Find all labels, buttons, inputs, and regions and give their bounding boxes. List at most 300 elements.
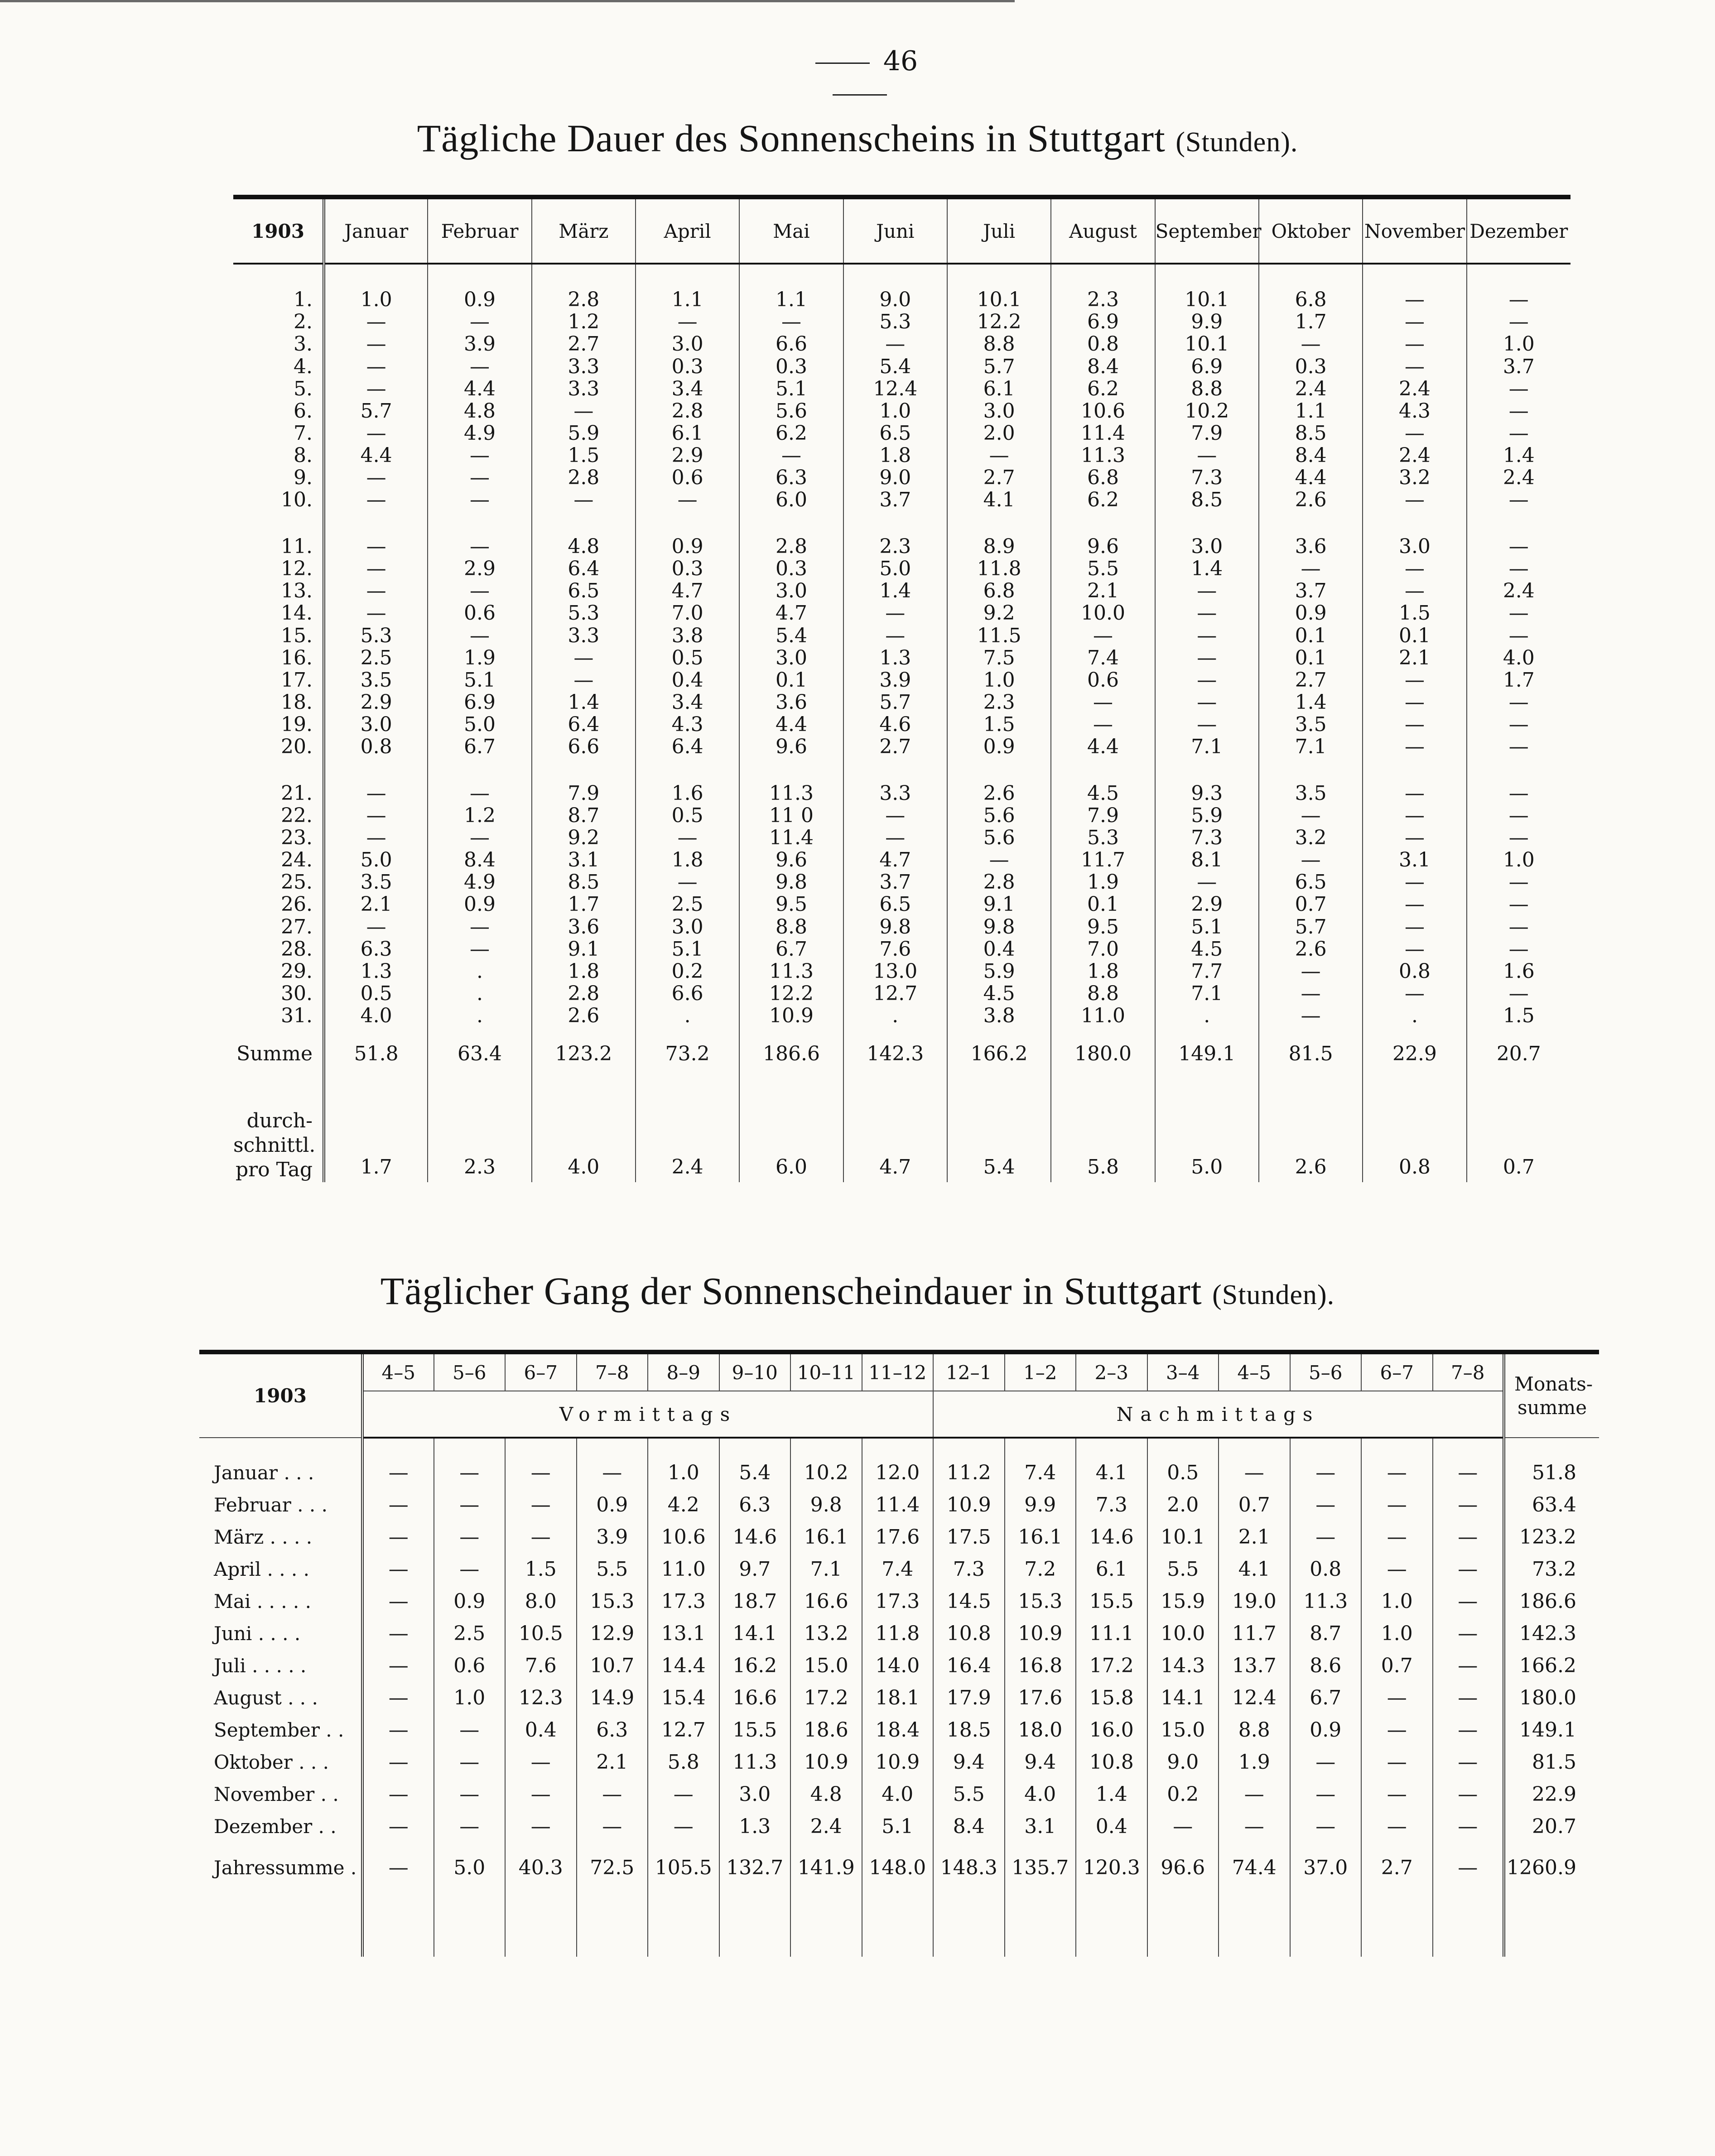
daily-value: 4.4 (1259, 467, 1363, 489)
daily-value: 1.5 (532, 445, 636, 467)
hourly-value: 14.5 (933, 1585, 1005, 1617)
daily-value: 4.4 (324, 445, 428, 467)
spacer-cell (843, 758, 947, 782)
daily-value: — (1363, 938, 1466, 960)
daily-value: — (428, 356, 531, 378)
hourly-value: 11.4 (862, 1489, 934, 1521)
daily-value: — (1467, 602, 1570, 625)
monthly-total: 22.9 (1504, 1778, 1599, 1810)
table1-row (233, 827, 1570, 849)
daily-value: — (1363, 736, 1466, 758)
hourly-value: 0.9 (434, 1585, 506, 1617)
daily-value: 12.2 (739, 982, 843, 1005)
daily-value: 6.6 (532, 736, 636, 758)
hourly-value: 96.6 (1147, 1843, 1219, 1892)
daily-value: 2.8 (532, 467, 636, 489)
hourly-value: 6.3 (719, 1489, 791, 1521)
daily-value: 1.4 (1259, 691, 1363, 713)
daily-value: 0.3 (1259, 356, 1363, 378)
hourly-value: 18.0 (1005, 1714, 1076, 1746)
daily-value: 8.5 (1259, 422, 1363, 444)
hourly-value: 2.7 (1361, 1843, 1433, 1892)
daily-value: 9.6 (1051, 535, 1155, 558)
hourly-value: 17.2 (1076, 1650, 1147, 1682)
hourly-value: — (1361, 1521, 1433, 1553)
daily-value: 1.6 (1467, 960, 1570, 982)
month-label: Januar . . . (199, 1438, 362, 1489)
daily-value: — (532, 400, 636, 422)
day-label: 22. (233, 804, 324, 827)
daily-value: 0.3 (636, 558, 739, 580)
hourly-value: 17.6 (1005, 1682, 1076, 1714)
hourly-value: — (1433, 1521, 1504, 1553)
daily-value: — (1155, 580, 1259, 602)
daily-value: 2.3 (947, 691, 1051, 713)
daily-value: — (324, 580, 428, 602)
daily-value: 1.9 (428, 647, 531, 669)
table2-title-unit: (Stunden). (1212, 1280, 1335, 1310)
hourly-value: 0.9 (577, 1489, 648, 1521)
table1-row (233, 871, 1570, 894)
table1-row (233, 625, 1570, 647)
daily-value: . (843, 1005, 947, 1027)
day-label: 18. (233, 691, 324, 713)
hourly-value: 15.0 (1147, 1714, 1219, 1746)
daily-value: 6.8 (1051, 467, 1155, 489)
daily-value: 11.8 (947, 558, 1051, 580)
hourly-value: 5.1 (862, 1810, 934, 1843)
day-label: 16. (233, 647, 324, 669)
table1-row (233, 894, 1570, 916)
table1-row (233, 916, 1570, 938)
hour-header: 1–2 (1005, 1352, 1076, 1391)
table2-period-header-row (199, 1391, 1599, 1438)
daily-value: — (636, 311, 739, 333)
spacer-cell (1259, 264, 1363, 289)
daily-value: 5.3 (532, 602, 636, 625)
daily-value: 9.8 (947, 916, 1051, 938)
month-sum: 51.8 (324, 1027, 428, 1081)
hourly-value: 2.0 (1147, 1489, 1219, 1521)
daily-value: 3.4 (636, 378, 739, 400)
spacer-cell (739, 264, 843, 289)
hourly-value: — (1361, 1714, 1433, 1746)
hourly-value: — (434, 1746, 506, 1778)
daily-value: — (1467, 827, 1570, 849)
hourly-value: 16.8 (1005, 1650, 1076, 1682)
daily-value: 7.3 (1155, 827, 1259, 849)
hourly-value: — (505, 1489, 577, 1521)
monthly-total: 81.5 (1504, 1746, 1599, 1778)
daily-value: 2.4 (1363, 445, 1466, 467)
daily-value: 4.7 (636, 580, 739, 602)
spacer-cell (719, 1892, 791, 1957)
daily-value: — (1259, 804, 1363, 827)
daily-value: 5.1 (739, 378, 843, 400)
daily-value: 5.7 (947, 356, 1051, 378)
daily-value: 0.8 (324, 736, 428, 758)
daily-value: 0.4 (947, 938, 1051, 960)
spacer-cell (1155, 758, 1259, 782)
daily-value: 1.8 (843, 445, 947, 467)
daily-value: 8.1 (1155, 849, 1259, 871)
daily-value: 3.3 (532, 356, 636, 378)
daily-value: — (636, 871, 739, 894)
hourly-value: — (577, 1438, 648, 1489)
hourly-value: 10.0 (1147, 1617, 1219, 1650)
daily-value: 7.5 (947, 647, 1051, 669)
daily-value: 10.2 (1155, 400, 1259, 422)
hourly-value: 15.4 (648, 1682, 719, 1714)
hourly-value: — (362, 1714, 434, 1746)
day-label: 13. (233, 580, 324, 602)
hourly-value: 10.9 (790, 1746, 862, 1778)
daily-value: 9.5 (1051, 916, 1155, 938)
daily-value: — (947, 849, 1051, 871)
daily-value: 9.9 (1155, 311, 1259, 333)
hourly-value: 8.7 (1290, 1617, 1362, 1650)
hourly-value: — (505, 1521, 577, 1553)
hourly-value: — (1433, 1682, 1504, 1714)
daily-value: 7.1 (1155, 982, 1259, 1005)
day-label: 5. (233, 378, 324, 400)
table1-row (233, 580, 1570, 602)
daily-value: 9.1 (947, 894, 1051, 916)
hour-header: 9–10 (719, 1352, 791, 1391)
daily-value: 9.3 (1155, 782, 1259, 804)
hourly-value: 9.7 (719, 1553, 791, 1585)
hourly-value: 10.5 (505, 1617, 577, 1650)
daily-value: 9.2 (532, 827, 636, 849)
daily-value: — (324, 378, 428, 400)
daily-value: 7.9 (1051, 804, 1155, 827)
hourly-value: — (1219, 1778, 1290, 1810)
daily-value: 7.9 (1155, 422, 1259, 444)
day-label: 26. (233, 894, 324, 916)
daily-value: . (428, 1005, 531, 1027)
daily-value: 4.5 (947, 982, 1051, 1005)
average-label-line: pro Tag (235, 1158, 313, 1181)
spacer-cell (233, 758, 324, 782)
spacer-cell (1363, 264, 1466, 289)
spacer-cell (532, 264, 636, 289)
daily-value: 6.8 (1259, 289, 1363, 311)
daily-value: 0.5 (324, 982, 428, 1005)
daily-value: — (1155, 445, 1259, 467)
daily-value: 11 0 (739, 804, 843, 827)
hourly-value: 17.3 (862, 1585, 934, 1617)
daily-value: 0.2 (636, 960, 739, 982)
daily-value: — (1259, 333, 1363, 356)
daily-value: — (1363, 804, 1466, 827)
hour-header: 4–5 (1219, 1352, 1290, 1391)
daily-value: — (1363, 916, 1466, 938)
hourly-value: 1.0 (648, 1438, 719, 1489)
day-label: 14. (233, 602, 324, 625)
daily-value: — (947, 445, 1051, 467)
daily-value: 2.7 (947, 467, 1051, 489)
day-label: 28. (233, 938, 324, 960)
month-row (199, 1489, 1599, 1521)
hourly-value: — (1361, 1682, 1433, 1714)
daily-value: — (1155, 691, 1259, 713)
daily-value: 1.8 (532, 960, 636, 982)
table1-row (233, 356, 1570, 378)
hourly-value: 2.1 (1219, 1521, 1290, 1553)
daily-value: 6.4 (532, 714, 636, 736)
daily-value: — (1467, 422, 1570, 444)
daily-value: — (636, 489, 739, 511)
hour-header: 5–6 (1290, 1352, 1362, 1391)
month-header: April (636, 197, 739, 264)
hourly-value: 4.1 (1076, 1438, 1147, 1489)
daily-value: 3.3 (532, 378, 636, 400)
spacer-cell (1467, 758, 1570, 782)
daily-value: 1.7 (1259, 311, 1363, 333)
daily-value: — (1363, 714, 1466, 736)
spacer-cell (739, 511, 843, 535)
hourly-value: — (505, 1438, 577, 1489)
daily-value: 6.3 (739, 467, 843, 489)
daily-value: — (1259, 1005, 1363, 1027)
hourly-value: 1.0 (1361, 1585, 1433, 1617)
daily-value: — (1363, 356, 1466, 378)
hourly-value: 4.1 (1219, 1553, 1290, 1585)
daily-value: 4.4 (739, 714, 843, 736)
hourly-value: 3.0 (719, 1778, 791, 1810)
hourly-value: 19.0 (1219, 1585, 1290, 1617)
hourly-value: 14.3 (1147, 1650, 1219, 1682)
hourly-value: — (1433, 1843, 1504, 1892)
daily-value: — (324, 535, 428, 558)
hourly-value: — (362, 1778, 434, 1810)
daily-value: 4.0 (1467, 647, 1570, 669)
daily-value: — (428, 938, 531, 960)
spacer-cell (636, 511, 739, 535)
daily-value: 0.7 (1259, 894, 1363, 916)
month-label: Mai . . . . . (199, 1585, 362, 1617)
hourly-value: 7.2 (1005, 1553, 1076, 1585)
daily-value: 3.0 (739, 580, 843, 602)
hourly-sunshine-table (199, 1350, 1599, 1957)
hourly-value: 5.0 (434, 1843, 506, 1892)
daily-value: 6.5 (843, 894, 947, 916)
month-sum: 142.3 (843, 1027, 947, 1081)
month-sum: 22.9 (1363, 1027, 1466, 1081)
daily-value: — (428, 311, 531, 333)
hourly-value: 12.9 (577, 1617, 648, 1650)
table1-row (233, 289, 1570, 311)
daily-value: 4.3 (636, 714, 739, 736)
day-label: 11. (233, 535, 324, 558)
daily-value: 8.8 (1051, 982, 1155, 1005)
daily-value: 11.5 (947, 625, 1051, 647)
table1-row (233, 849, 1570, 871)
daily-value: 3.5 (324, 669, 428, 691)
hourly-value: 17.3 (648, 1585, 719, 1617)
daily-value: 7.9 (532, 782, 636, 804)
daily-value: 6.9 (1155, 356, 1259, 378)
daily-value: 8.8 (739, 916, 843, 938)
daily-value: 3.0 (636, 916, 739, 938)
day-label: 8. (233, 445, 324, 467)
hourly-value: 16.1 (790, 1521, 862, 1553)
table1-row (233, 758, 1570, 782)
daily-value: 2.4 (1467, 580, 1570, 602)
hourly-value: — (362, 1521, 434, 1553)
daily-value: 7.0 (636, 602, 739, 625)
hourly-value: — (1290, 1521, 1362, 1553)
day-label: 25. (233, 871, 324, 894)
table1-row (233, 982, 1570, 1005)
hourly-value: 11.0 (648, 1553, 719, 1585)
table1-row (233, 467, 1570, 489)
daily-value: 3.0 (1363, 535, 1466, 558)
daily-value: — (636, 827, 739, 849)
hourly-value: — (505, 1778, 577, 1810)
table1-title-unit: (Stunden). (1175, 127, 1298, 158)
daily-value: 4.9 (428, 871, 531, 894)
daily-value: 0.6 (636, 467, 739, 489)
daily-value: — (1363, 871, 1466, 894)
hourly-value: 16.2 (719, 1650, 791, 1682)
daily-value: 6.4 (636, 736, 739, 758)
table1-row (233, 333, 1570, 356)
daily-value: 2.1 (1363, 647, 1466, 669)
daily-value: — (1363, 558, 1466, 580)
daily-value: 4.7 (739, 602, 843, 625)
day-label: 3. (233, 333, 324, 356)
daily-value: 2.8 (532, 982, 636, 1005)
daily-value: — (843, 625, 947, 647)
hourly-value: 7.3 (933, 1553, 1005, 1585)
day-label: 4. (233, 356, 324, 378)
hourly-value: 1.0 (434, 1682, 506, 1714)
daily-value: 3.6 (739, 691, 843, 713)
daily-value: 5.6 (947, 827, 1051, 849)
spacer-cell (1361, 1892, 1433, 1957)
hourly-value: 10.2 (790, 1438, 862, 1489)
daily-value: 0.1 (1259, 647, 1363, 669)
hourly-value: 10.7 (577, 1650, 648, 1682)
month-sum: 63.4 (428, 1027, 531, 1081)
hourly-value: 5.5 (933, 1778, 1005, 1810)
hourly-value: 16.4 (933, 1650, 1005, 1682)
daily-value: — (1259, 558, 1363, 580)
table1-row (233, 960, 1570, 982)
hour-header: 7–8 (577, 1352, 648, 1391)
month-header: November (1363, 197, 1466, 264)
day-label: 30. (233, 982, 324, 1005)
daily-value: 7.4 (1051, 647, 1155, 669)
table2-hour-header-row (199, 1352, 1599, 1391)
hourly-value: — (577, 1778, 648, 1810)
daily-value: — (324, 356, 428, 378)
daily-value: — (1467, 714, 1570, 736)
month-average: 6.0 (739, 1080, 843, 1182)
spacer-cell (843, 511, 947, 535)
hourly-value: — (1433, 1746, 1504, 1778)
daily-value: — (1363, 422, 1466, 444)
hourly-value: — (362, 1746, 434, 1778)
hourly-value: 37.0 (1290, 1843, 1362, 1892)
daily-value: 0.5 (636, 647, 739, 669)
day-label: 23. (233, 827, 324, 849)
hourly-value: 1.0 (1361, 1617, 1433, 1650)
spacer-cell (199, 1892, 362, 1957)
hourly-value: 135.7 (1005, 1843, 1076, 1892)
spacer-cell (324, 511, 428, 535)
daily-value: — (1259, 960, 1363, 982)
spacer-cell (947, 264, 1051, 289)
daily-value: — (843, 827, 947, 849)
daily-value: 6.1 (947, 378, 1051, 400)
hourly-value: 7.3 (1076, 1489, 1147, 1521)
hourly-value: 6.3 (577, 1714, 648, 1746)
page-number: 46 (792, 45, 928, 109)
monthly-total: 149.1 (1504, 1714, 1599, 1746)
daily-value: 0.9 (428, 289, 531, 311)
month-row (199, 1438, 1599, 1489)
hourly-value: — (1290, 1810, 1362, 1843)
hour-header: 6–7 (1361, 1352, 1433, 1391)
hourly-value: 18.1 (862, 1682, 934, 1714)
table1-title-main: Tägliche Dauer des Sonnenscheins in Stuttgart (417, 116, 1166, 160)
daily-value: 9.5 (739, 894, 843, 916)
spacer-cell (233, 264, 324, 289)
daily-value: — (1467, 894, 1570, 916)
daily-value: 7.1 (1259, 736, 1363, 758)
month-row (199, 1585, 1599, 1617)
daily-value: — (1155, 871, 1259, 894)
daily-value: 11.0 (1051, 1005, 1155, 1027)
table1-row (233, 535, 1570, 558)
month-row (199, 1778, 1599, 1810)
hourly-value: — (362, 1843, 434, 1892)
day-label: 20. (233, 736, 324, 758)
daily-value: 7.0 (1051, 938, 1155, 960)
daily-value: 1.1 (1259, 400, 1363, 422)
day-label: 12. (233, 558, 324, 580)
hourly-value: 148.3 (933, 1843, 1005, 1892)
hourly-value: — (1290, 1489, 1362, 1521)
hourly-value: 2.5 (434, 1617, 506, 1650)
daily-value: 2.9 (1155, 894, 1259, 916)
hourly-value: 15.0 (790, 1650, 862, 1682)
daily-value: 2.3 (1051, 289, 1155, 311)
hour-header: 12–1 (933, 1352, 1005, 1391)
daily-value: 0.1 (1051, 894, 1155, 916)
table2-filler-row (199, 1892, 1599, 1957)
month-header: Mai (739, 197, 843, 264)
day-label: 1. (233, 289, 324, 311)
daily-value: 3.7 (1467, 356, 1570, 378)
daily-value: 6.5 (532, 580, 636, 602)
daily-value: — (1051, 714, 1155, 736)
daily-value: 5.1 (636, 938, 739, 960)
hourly-value: 16.6 (719, 1682, 791, 1714)
hourly-value: 11.3 (1290, 1585, 1362, 1617)
spacer-cell (1259, 511, 1363, 535)
daily-value: — (324, 782, 428, 804)
hourly-value: 2.1 (577, 1746, 648, 1778)
month-label: April . . . . (199, 1553, 362, 1585)
hourly-value: 74.4 (1219, 1843, 1290, 1892)
daily-value: 1.4 (532, 691, 636, 713)
daily-value: 8.9 (947, 535, 1051, 558)
daily-value: 11.4 (739, 827, 843, 849)
spacer-cell (577, 1892, 648, 1957)
